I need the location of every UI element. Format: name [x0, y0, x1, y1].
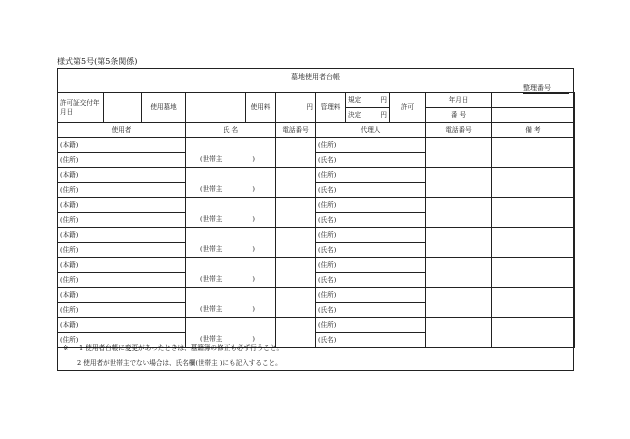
agent-address-cell[interactable]: (住所) — [316, 198, 426, 213]
address-cell[interactable]: (住所) — [58, 213, 186, 228]
honseki-cell[interactable]: (本籍) — [58, 228, 186, 243]
register-table — [57, 92, 575, 348]
entry-row — [58, 138, 575, 153]
agent-address-cell[interactable]: (住所) — [316, 318, 426, 333]
agent-name-cell[interactable]: (氏名) — [316, 333, 426, 348]
note-1: ※ 1 使用者台帳に変更があったときは、墓籍簿の修正も必ず行うこと。 — [63, 344, 284, 352]
column-phone: 電話番号 — [276, 123, 316, 138]
reference-number-label: 整理番号 — [523, 83, 569, 94]
note-2: 2 使用者が世帯主でない場合は、氏名欄(世帯主 )にも記入すること。 — [77, 359, 282, 367]
form-number-label: 様式第5号(第5条関係) — [57, 57, 138, 66]
permit-number-label: 番 号 — [426, 108, 492, 123]
address-cell[interactable]: (住所) — [58, 333, 186, 348]
entry-row — [58, 318, 575, 333]
column-user: 使用者 — [58, 123, 186, 138]
entry-row — [58, 168, 575, 183]
agent-name-cell[interactable]: (氏名) — [316, 153, 426, 168]
remarks-cell[interactable] — [492, 258, 575, 288]
name-cell[interactable]: (世帯主 ) — [186, 318, 276, 348]
phone-cell[interactable] — [276, 288, 316, 318]
remarks-cell[interactable] — [492, 138, 575, 168]
remarks-cell[interactable] — [492, 228, 575, 258]
agent-name-cell[interactable]: (氏名) — [316, 273, 426, 288]
name-cell[interactable]: (世帯主 ) — [186, 288, 276, 318]
address-cell[interactable]: (住所) — [58, 183, 186, 198]
column-agent: 代理人 — [316, 123, 426, 138]
permit-label: 許可 — [390, 93, 426, 123]
entry-row — [58, 198, 575, 213]
phone-cell[interactable] — [276, 258, 316, 288]
entry-row — [58, 258, 575, 273]
remarks-cell[interactable] — [492, 288, 575, 318]
agent-phone-cell[interactable] — [426, 228, 492, 258]
agent-phone-cell[interactable] — [426, 168, 492, 198]
permit-issue-date-label: 許可証交付年月日 — [58, 93, 104, 123]
usage-fee-yen: 円 — [276, 93, 316, 123]
agent-address-cell[interactable]: (住所) — [316, 228, 426, 243]
honseki-cell[interactable]: (本籍) — [58, 198, 186, 213]
fee-rule-row: 規定 円 — [346, 93, 390, 108]
name-cell[interactable]: (世帯主 ) — [186, 138, 276, 168]
agent-address-cell[interactable]: (住所) — [316, 288, 426, 303]
management-fee-label: 管理料 — [316, 93, 346, 123]
column-name: 氏 名 — [186, 123, 276, 138]
agent-name-cell[interactable]: (氏名) — [316, 303, 426, 318]
honseki-cell[interactable]: (本籍) — [58, 168, 186, 183]
agent-phone-cell[interactable] — [426, 258, 492, 288]
entry-row — [58, 228, 575, 243]
phone-cell[interactable] — [276, 138, 316, 168]
permit-number-field — [492, 108, 575, 123]
permit-date-label: 年月日 — [426, 93, 492, 108]
agent-phone-cell[interactable] — [426, 288, 492, 318]
phone-cell[interactable] — [276, 168, 316, 198]
address-cell[interactable]: (住所) — [58, 243, 186, 258]
agent-phone-cell[interactable] — [426, 318, 492, 348]
phone-cell[interactable] — [276, 198, 316, 228]
name-cell[interactable]: (世帯主 ) — [186, 228, 276, 258]
remarks-cell[interactable] — [492, 168, 575, 198]
address-cell[interactable]: (住所) — [58, 273, 186, 288]
usage-fee-label: 使用料 — [246, 93, 276, 123]
agent-name-cell[interactable]: (氏名) — [316, 183, 426, 198]
remarks-cell[interactable] — [492, 198, 575, 228]
agent-address-cell[interactable]: (住所) — [316, 138, 426, 153]
agent-address-cell[interactable]: (住所) — [316, 168, 426, 183]
agent-phone-cell[interactable] — [426, 138, 492, 168]
register-title: 墓地使用者台帳 — [291, 73, 340, 81]
agent-name-cell[interactable]: (氏名) — [316, 243, 426, 258]
address-cell[interactable]: (住所) — [58, 153, 186, 168]
honseki-cell[interactable]: (本籍) — [58, 258, 186, 273]
name-cell[interactable]: (世帯主 ) — [186, 198, 276, 228]
agent-name-cell[interactable]: (氏名) — [316, 213, 426, 228]
agent-address-cell[interactable]: (住所) — [316, 258, 426, 273]
permit-date-value — [104, 93, 142, 123]
column-phone-agent: 電話番号 — [426, 123, 492, 138]
name-cell[interactable]: (世帯主 ) — [186, 168, 276, 198]
fee-decision-row: 決定 円 — [346, 108, 390, 123]
honseki-cell[interactable]: (本籍) — [58, 138, 186, 153]
grave-label: 使用墓地 — [142, 93, 186, 123]
honseki-cell[interactable]: (本籍) — [58, 288, 186, 303]
address-cell[interactable]: (住所) — [58, 303, 186, 318]
column-remarks: 備 考 — [492, 123, 575, 138]
register-sheet — [57, 68, 574, 371]
permit-date-field — [492, 93, 575, 108]
name-cell[interactable]: (世帯主 ) — [186, 258, 276, 288]
entry-row — [58, 288, 575, 303]
honseki-cell[interactable]: (本籍) — [58, 318, 186, 333]
phone-cell[interactable] — [276, 228, 316, 258]
grave-value — [186, 93, 246, 123]
remarks-cell[interactable] — [492, 318, 575, 348]
agent-phone-cell[interactable] — [426, 198, 492, 228]
